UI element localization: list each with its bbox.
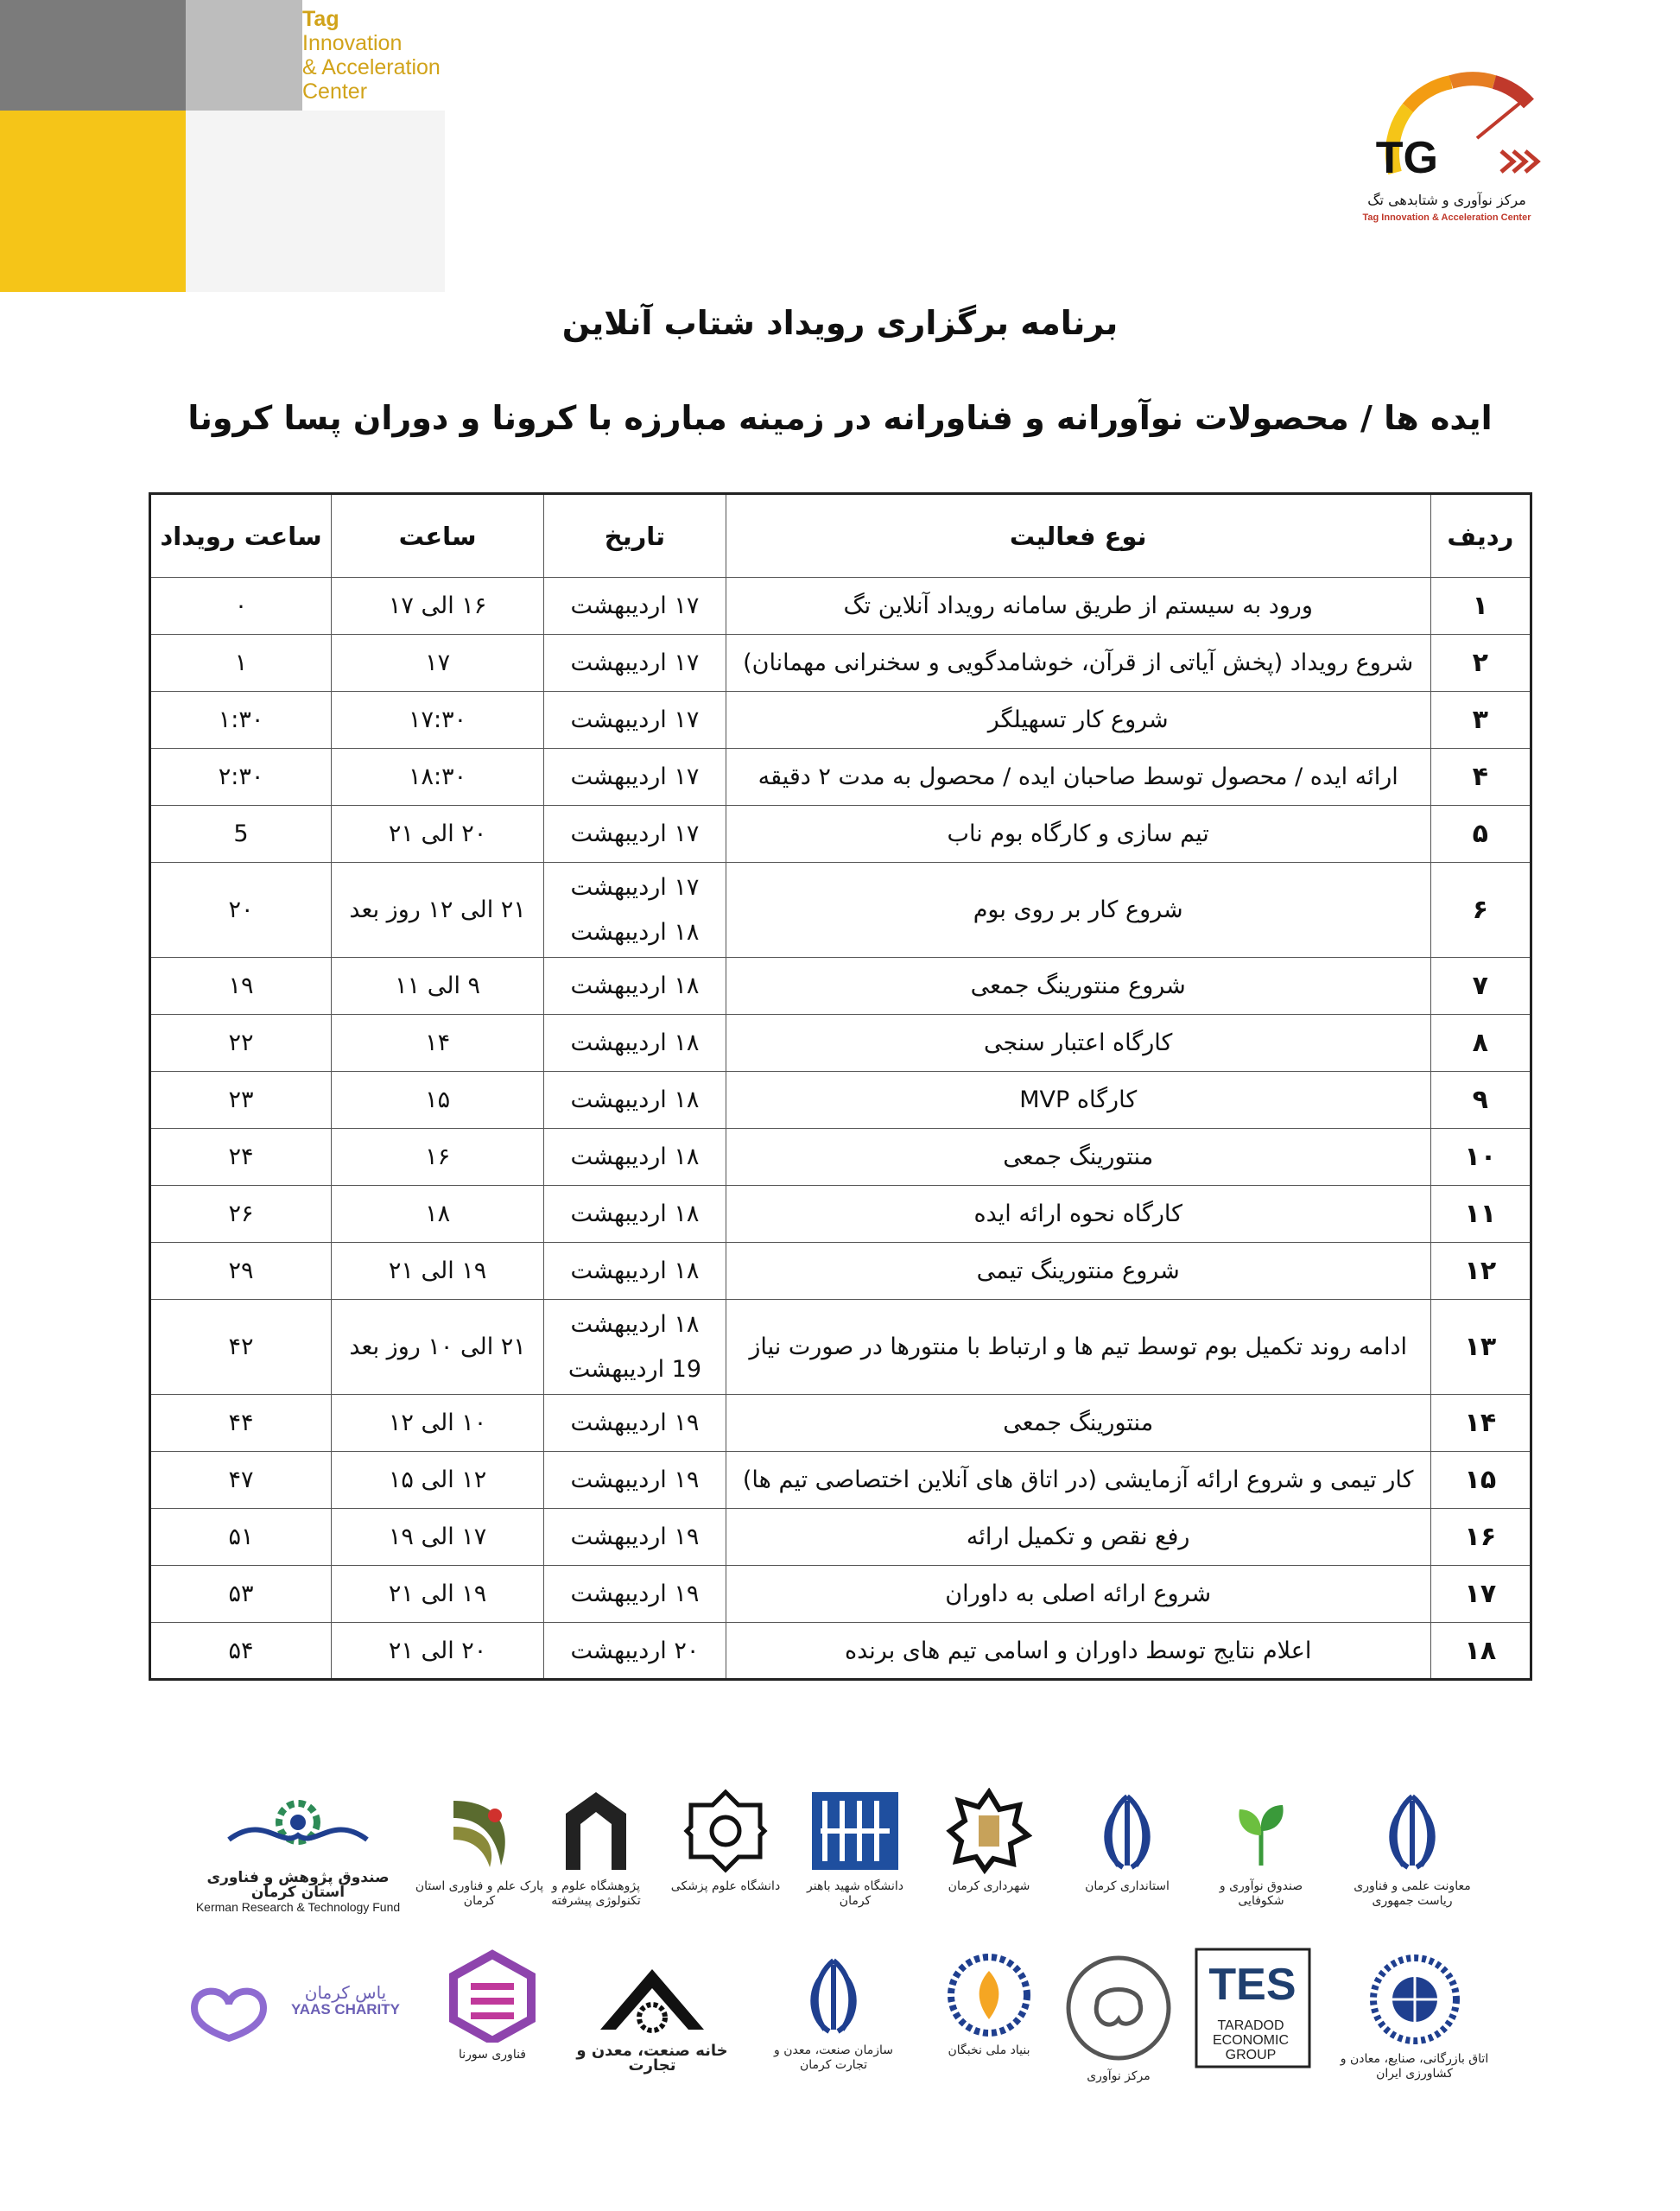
- table-row: [150, 1395, 1531, 1452]
- cell-activity: تیم سازی و کارگاه بوم ناب: [726, 806, 1430, 863]
- header-time: ساعت: [332, 494, 544, 578]
- cell-activity: کارگاه اعتبار سنجی: [726, 1015, 1430, 1072]
- gear-house-icon: [583, 1952, 721, 2038]
- sponsor-logo: [415, 1788, 544, 1926]
- medical-knot-icon: [682, 1788, 769, 1874]
- cell-time: ۲۱ الی ۱۰ روز بعد: [332, 1300, 544, 1395]
- cell-event-hour: ۴۷: [150, 1452, 332, 1509]
- sponsor-caption: فناوری سورنا: [459, 2048, 526, 2062]
- cell-event-hour: ۰: [150, 578, 332, 635]
- tg-logo: [1347, 60, 1555, 242]
- cell-date: ۱۸ اردیبهشت: [544, 1129, 726, 1186]
- cell-time: ۱۸:۳۰: [332, 749, 544, 806]
- cell-radif: ۳: [1430, 692, 1531, 749]
- cell-radif: ۷: [1430, 958, 1531, 1015]
- cell-activity: شروع منتورینگ جمعی: [726, 958, 1430, 1015]
- cell-activity: شروع منتورینگ تیمی: [726, 1243, 1430, 1300]
- sponsor-logo: [561, 1952, 743, 2090]
- cell-date-line: 19 اردیبهشت: [567, 1355, 702, 1383]
- charity-icon: [181, 1973, 276, 2043]
- corner-brand-text: [302, 7, 441, 104]
- sprout-icon: [1227, 1788, 1296, 1874]
- cell-radif: ۲: [1430, 635, 1531, 692]
- table-row: [150, 1072, 1531, 1129]
- cell-time: ۱۵: [332, 1072, 544, 1129]
- cell-activity: منتورینگ جمعی: [726, 1129, 1430, 1186]
- sponsor-logo: [186, 1788, 410, 1926]
- table-row: [150, 692, 1531, 749]
- sponsor-logo: [1054, 1952, 1183, 2090]
- cell-activity: ارائه ایده / محصول توسط صاحبان ایده / محصول به مدت ۲ دقیقه: [726, 749, 1430, 806]
- table-row: [150, 1129, 1531, 1186]
- cell-event-hour: ۲۳: [150, 1072, 332, 1129]
- iran-emblem-icon: [799, 1952, 868, 2038]
- cell-activity: منتورینگ جمعی: [726, 1395, 1430, 1452]
- tg-caption-fa: مرکز نوآوری و شتابدهی تگ: [1367, 192, 1526, 208]
- cell-event-hour: ۲۴: [150, 1129, 332, 1186]
- table-row: [150, 1452, 1531, 1509]
- cell-event-hour: ۲:۳۰: [150, 749, 332, 806]
- table-row: [150, 863, 1531, 958]
- cell-event-hour: ۵۱: [150, 1509, 332, 1566]
- cell-radif: ۱۱: [1430, 1186, 1531, 1243]
- table-row: [150, 1243, 1531, 1300]
- svg-text:TES: TES: [1208, 1960, 1296, 2010]
- cell-radif: ۸: [1430, 1015, 1531, 1072]
- cell-time: ۱۰ الی ۱۲: [332, 1395, 544, 1452]
- cell-date: ۱۹ اردیبهشت: [544, 1395, 726, 1452]
- table-row: [150, 1300, 1531, 1395]
- cell-event-hour: ۲۰: [150, 863, 332, 958]
- cell-time: ۱۷:۳۰: [332, 692, 544, 749]
- page-subtitle: ایده ها / محصولات نوآورانه و فناورانه در زمینه مبارزه با کرونا و دوران پسا کرونا: [187, 399, 1493, 437]
- cell-activity: کارگاه نحوه ارائه ایده: [726, 1186, 1430, 1243]
- cell-activity: اعلام نتایج توسط داوران و اسامی تیم های برنده: [726, 1623, 1430, 1680]
- cell-date: [544, 1300, 726, 1395]
- sponsor-caption: بنیاد ملی نخبگان: [948, 2043, 1030, 2057]
- header-date: تاریخ: [544, 494, 726, 578]
- sponsor-logo: [1062, 1788, 1192, 1926]
- sponsor-caption: صندوق نوآوری و شکوفایی: [1219, 1879, 1303, 1908]
- cell-activity: شروع کار بر روی بوم: [726, 863, 1430, 958]
- table-row: [150, 749, 1531, 806]
- arch-icon: [553, 1788, 639, 1874]
- cell-activity: شروع کار تسهیلگر: [726, 692, 1430, 749]
- sponsor-caption: یاس کرمان: [304, 1982, 387, 2003]
- cell-date: ۲۰ اردیبهشت: [544, 1623, 726, 1680]
- cell-event-hour: ۵۳: [150, 1566, 332, 1623]
- header-event-hour: ساعت رویداد: [150, 494, 332, 578]
- cell-time: ۱۴: [332, 1015, 544, 1072]
- cell-time: ۲۱ الی ۱۲ روز بعد: [332, 863, 544, 958]
- cell-time: ۱۶ الی ۱۷: [332, 578, 544, 635]
- table-row: [150, 958, 1531, 1015]
- page-title: برنامه برگزاری رویداد شتاب آنلاین: [561, 304, 1119, 342]
- table-row: [150, 806, 1531, 863]
- cell-date: [544, 863, 726, 958]
- gray-block: [0, 0, 186, 111]
- cell-radif: ۶: [1430, 863, 1531, 958]
- cell-date: ۱۸ اردیبهشت: [544, 958, 726, 1015]
- sponsor-caption: استانداری کرمان: [1085, 1879, 1170, 1893]
- cell-date: ۱۸ اردیبهشت: [544, 1015, 726, 1072]
- cell-radif: ۱۲: [1430, 1243, 1531, 1300]
- cell-radif: ۱۳: [1430, 1300, 1531, 1395]
- sponsor-caption-en: Kerman Research & Technology Fund: [195, 1900, 401, 1914]
- globe-seal-icon: [1363, 1952, 1467, 2047]
- cell-date: ۱۸ اردیبهشت: [544, 1186, 726, 1243]
- cell-time: ۹ الی ۱۱: [332, 958, 544, 1015]
- sponsor-caption: مرکز نوآوری: [1087, 2069, 1151, 2083]
- sponsor-logo: [661, 1788, 790, 1926]
- cell-date: ۱۷ اردیبهشت: [544, 635, 726, 692]
- sponsor-logo: [760, 1952, 907, 2090]
- iran-emblem-icon: [1093, 1788, 1162, 1874]
- table-row: [150, 578, 1531, 635]
- cell-activity: شروع رویداد (پخش آیاتی از قرآن، خوشامدگویی و سخنرانی مهمانان): [726, 635, 1430, 692]
- cell-activity: رفع نقص و تکمیل ارائه: [726, 1509, 1430, 1566]
- cell-date-line: ۱۷ اردیبهشت: [570, 873, 700, 901]
- cell-event-hour: ۵۴: [150, 1623, 332, 1680]
- cell-event-hour: ۲۶: [150, 1186, 332, 1243]
- cell-date: ۱۷ اردیبهشت: [544, 692, 726, 749]
- cell-radif: ۱۵: [1430, 1452, 1531, 1509]
- sponsor-logo: [1192, 1948, 1313, 2086]
- table-row: [150, 635, 1531, 692]
- table-row: [150, 1509, 1531, 1566]
- cell-radif: ۹: [1430, 1072, 1531, 1129]
- sponsor-logo: [1196, 1788, 1326, 1926]
- cell-radif: ۱۷: [1430, 1566, 1531, 1623]
- sponsor-caption: دانشگاه علوم پزشکی: [670, 1879, 781, 1893]
- cell-time: ۲۰ الی ۲۱: [332, 1623, 544, 1680]
- cell-event-hour: ۴۲: [150, 1300, 332, 1395]
- table-row: [150, 1566, 1531, 1623]
- table-row: [150, 1186, 1531, 1243]
- cell-event-hour: ۲۲: [150, 1015, 332, 1072]
- cell-activity: کارگاه MVP: [726, 1072, 1430, 1129]
- cell-time: ۱۷ الی ۱۹: [332, 1509, 544, 1566]
- sponsor-logo: [790, 1788, 920, 1926]
- cell-event-hour: 5: [150, 806, 332, 863]
- star-octagon-icon: [946, 1788, 1032, 1874]
- sponsor-logos: [0, 1788, 1680, 2176]
- yellow-block: [0, 111, 186, 292]
- cell-radif: ۱۰: [1430, 1129, 1531, 1186]
- sponsor-caption: پژوهشگاه علوم و تکنولوژی پیشرفته: [551, 1879, 641, 1908]
- brand-line-1: Tag: [302, 7, 339, 31]
- light-gray-block: [186, 0, 302, 111]
- iran-emblem-icon: [1378, 1788, 1447, 1874]
- cell-date: ۱۹ اردیبهشت: [544, 1566, 726, 1623]
- sponsor-logo: [531, 1788, 661, 1926]
- schedule-table: [149, 492, 1532, 1681]
- cell-radif: ۱۸: [1430, 1623, 1531, 1680]
- university-icon: [803, 1788, 907, 1874]
- cell-date: ۱۷ اردیبهشت: [544, 578, 726, 635]
- table-row: [150, 1623, 1531, 1680]
- sponsor-logo: [181, 1973, 415, 2112]
- cell-time: ۲۰ الی ۲۱: [332, 806, 544, 863]
- sponsor-caption: صندوق پژوهش و فناوری استان کرمان: [206, 1869, 390, 1901]
- cell-event-hour: ۱:۳۰: [150, 692, 332, 749]
- sponsor-caption: خانه صنعت، معدن و تجارت: [576, 2042, 728, 2075]
- sponsor-logo: [924, 1952, 1054, 2090]
- table-header-row: [150, 494, 1531, 578]
- cell-radif: ۱: [1430, 578, 1531, 635]
- fund-gear-icon: [212, 1788, 384, 1866]
- cell-date: ۱۹ اردیبهشت: [544, 1509, 726, 1566]
- cell-time: ۱۶: [332, 1129, 544, 1186]
- brain-circle-icon: [1062, 1952, 1175, 2064]
- cell-event-hour: ۱۹: [150, 958, 332, 1015]
- speedometer-icon: [1356, 60, 1555, 190]
- cell-date: ۱۷ اردیبهشت: [544, 749, 726, 806]
- pale-block: [186, 111, 445, 292]
- cell-activity: ورود به سیستم از طریق سامانه رویداد آنلاین تگ: [726, 578, 1430, 635]
- cell-activity: ادامه روند تکمیل بوم توسط تیم ها و ارتباط با منتورها در صورت نیاز: [726, 1300, 1430, 1395]
- cell-activity: شروع ارائه اصلی به داوران: [726, 1566, 1430, 1623]
- cell-radif: ۱۶: [1430, 1509, 1531, 1566]
- cell-time: ۱۹ الی ۲۱: [332, 1243, 544, 1300]
- brand-line-2: Innovation: [302, 31, 403, 55]
- tg-caption-en: Tag Innovation & Acceleration Center: [1362, 212, 1531, 223]
- cell-date-line: ۱۸ اردیبهشت: [570, 1310, 700, 1338]
- cell-radif: ۴: [1430, 749, 1531, 806]
- header-activity: نوع فعالیت: [726, 494, 1430, 578]
- swoosh-icon: [436, 1788, 523, 1874]
- sponsor-logo: [428, 1948, 557, 2086]
- sponsor-caption: سازمان صنعت، معدن و تجارت کرمان: [774, 2043, 893, 2072]
- cell-time: ۱۷: [332, 635, 544, 692]
- sponsor-logo: [1339, 1952, 1490, 2090]
- sponsor-caption: پارک علم و فناوری استان کرمان: [415, 1879, 544, 1908]
- cube-stack-icon: [441, 1948, 544, 2043]
- brand-line-4: Center: [302, 79, 368, 104]
- cell-radif: ۵: [1430, 806, 1531, 863]
- tag-corner-banner: [0, 0, 449, 294]
- cell-radif: ۱۴: [1430, 1395, 1531, 1452]
- cell-date: ۱۸ اردیبهشت: [544, 1243, 726, 1300]
- flame-circle-icon: [946, 1952, 1032, 2038]
- sponsor-caption: شهرداری کرمان: [948, 1879, 1030, 1893]
- sponsor-caption: TARADOD ECONOMIC GROUP: [1213, 2018, 1289, 2062]
- svg-text:TG: TG: [1375, 133, 1438, 183]
- cell-date-line: ۱۸ اردیبهشت: [570, 918, 700, 946]
- cell-time: ۱۸: [332, 1186, 544, 1243]
- cell-activity: کار تیمی و شروع ارائه آزمایشی (در اتاق های آنلاین اختصاصی تیم ها): [726, 1452, 1430, 1509]
- table-row: [150, 1015, 1531, 1072]
- cell-time: ۱۲ الی ۱۵: [332, 1452, 544, 1509]
- sponsor-caption: معاونت علمی و فناوری ریاست جمهوری: [1354, 1879, 1471, 1908]
- cell-date: ۱۹ اردیبهشت: [544, 1452, 726, 1509]
- header-radif: ردیف: [1430, 494, 1531, 578]
- sponsor-logo: [1347, 1788, 1477, 1926]
- cell-date: ۱۷ اردیبهشت: [544, 806, 726, 863]
- cell-event-hour: ۱: [150, 635, 332, 692]
- sponsor-caption: اتاق بازرگانی، صنایع، معادن و کشاورزی ایران: [1340, 2052, 1489, 2081]
- cell-date: ۱۸ اردیبهشت: [544, 1072, 726, 1129]
- cell-event-hour: ۲۹: [150, 1243, 332, 1300]
- sponsor-caption-en: YAAS CHARITY: [291, 2001, 400, 2018]
- sponsor-logo: [924, 1788, 1054, 1926]
- cell-time: ۱۹ الی ۲۱: [332, 1566, 544, 1623]
- sponsor-caption: دانشگاه شهید باهنر کرمان: [807, 1879, 903, 1908]
- cell-event-hour: ۴۴: [150, 1395, 332, 1452]
- brand-line-3: & Acceleration: [302, 55, 441, 79]
